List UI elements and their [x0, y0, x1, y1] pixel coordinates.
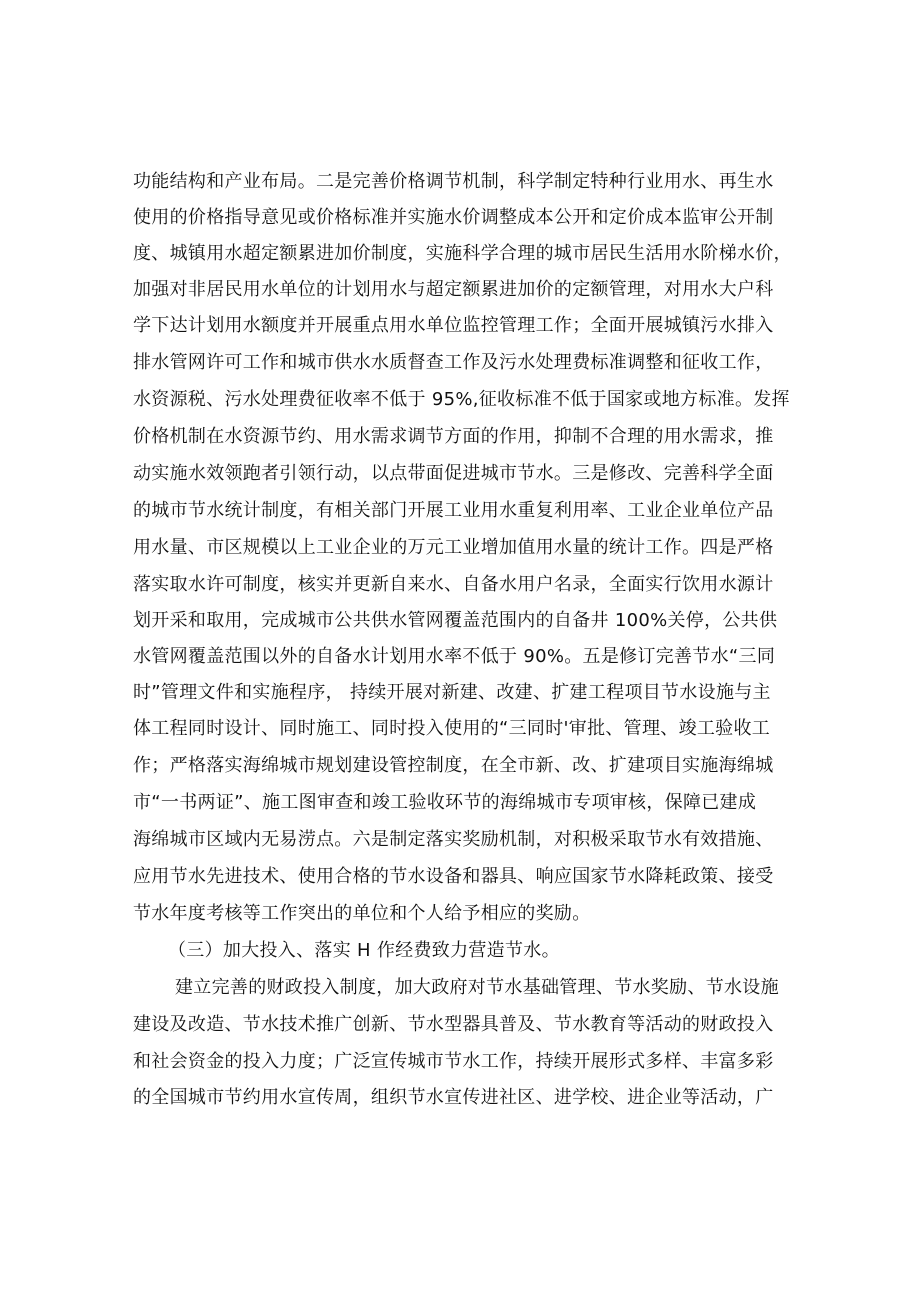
body-line: 建立完善的财政投入制度，加大政府对节水基础管理、节水奖励、节水设施 [175, 977, 779, 998]
body-line: 和社会资金的投入力度；广泛宣传城市节水工作，持续开展形式多样、丰富多彩 [133, 1051, 774, 1072]
body-line: 落实取水许可制度，核实并更新自来水、自备水用户名录，全面实行饮用水源计 [133, 574, 774, 595]
body-line: 海绵城市区域内无易涝点。六是制定落实奖励机制，对积极采取节水有效措施、 [133, 829, 774, 850]
body-line: 度、城镇用水超定额累进加价制度，实施科学合理的城市居民生活用水阶梯水价， [133, 243, 792, 264]
body-line: 体工程同时设计、同时施工、同时投入使用的“三同时'审批、管理、竣工验收工 [133, 718, 771, 739]
body-line: 水管网覆盖范围以外的自备水计划用水率不低于 90%。五是修订完善节水“三同 [133, 646, 776, 667]
body-line: 的城市节水统计制度，有相关部门开展工业用水重复利用率、工业企业单位产品 [133, 500, 774, 521]
body-line: 时”管理文件和实施程序， 持续开展对新建、改建、扩建工程项目节水设施与主 [133, 682, 771, 703]
body-line: 水资源税、污水处理费征收率不低于 95%,征收标准不低于国家或地方标准。发挥 [133, 389, 790, 410]
body-line: 节水年度考核等工作突出的单位和个人给予相应的奖励。 [133, 903, 591, 924]
body-line: 学下达计划用水额度并开展重点用水单位监控管理工作；全面开展城镇污水排入 [133, 315, 774, 336]
body-line: 市“一书两证”、施工图审查和竣工验收环节的海绵城市专项审核，保障已建成 [133, 792, 757, 813]
body-line: 动实施水效领跑者引领行动，以点带面促进城市节水。三是修改、完善科学全面 [133, 463, 774, 484]
body-line: 作；严格落实海绵城市规划建设管控制度，在全市新、改、扩建项目实施海绵城 [133, 755, 774, 776]
body-line: 应用节水先进技术、使用合格的节水设备和器具、响应国家节水降耗政策、接受 [133, 866, 774, 887]
body-line: 价格机制在水资源节约、用水需求调节方面的作用，抑制不合理的用水需求，推 [133, 426, 774, 447]
body-line: 划开采和取用，完成城市公共供水管网覆盖范围内的自备井 100%关停，公共供 [133, 610, 778, 631]
body-line: 用水量、市区规模以上工业企业的万元工业增加值用水量的统计工作。四是严格 [133, 537, 774, 558]
body-line: 排水管网许可工作和城市供水水质督查工作及污水处理费标准调整和征收工作， [133, 352, 774, 373]
body-line: 建设及改造、节水技术推广创新、节水型器具普及、节水教育等活动的财政投入 [133, 1014, 774, 1035]
body-line: 功能结构和产业布局。二是完善价格调节机制，科学制定特种行业用水、再生水 [133, 171, 774, 192]
body-line: 使用的价格指导意见或价格标准并实施水价调整成本公开和定价成本监审公开制 [133, 207, 774, 228]
body-line: 加强对非居民用水单位的计划用水与超定额累进加价的定额管理，对用水大户科 [133, 279, 774, 300]
section-heading: （三）加大投入、落实 H 作经费致力营造节水。 [168, 940, 560, 961]
body-line: 的全国城市节约用水宣传周，组织节水宣传进社区、进学校、进企业等活动，广 [133, 1087, 774, 1108]
